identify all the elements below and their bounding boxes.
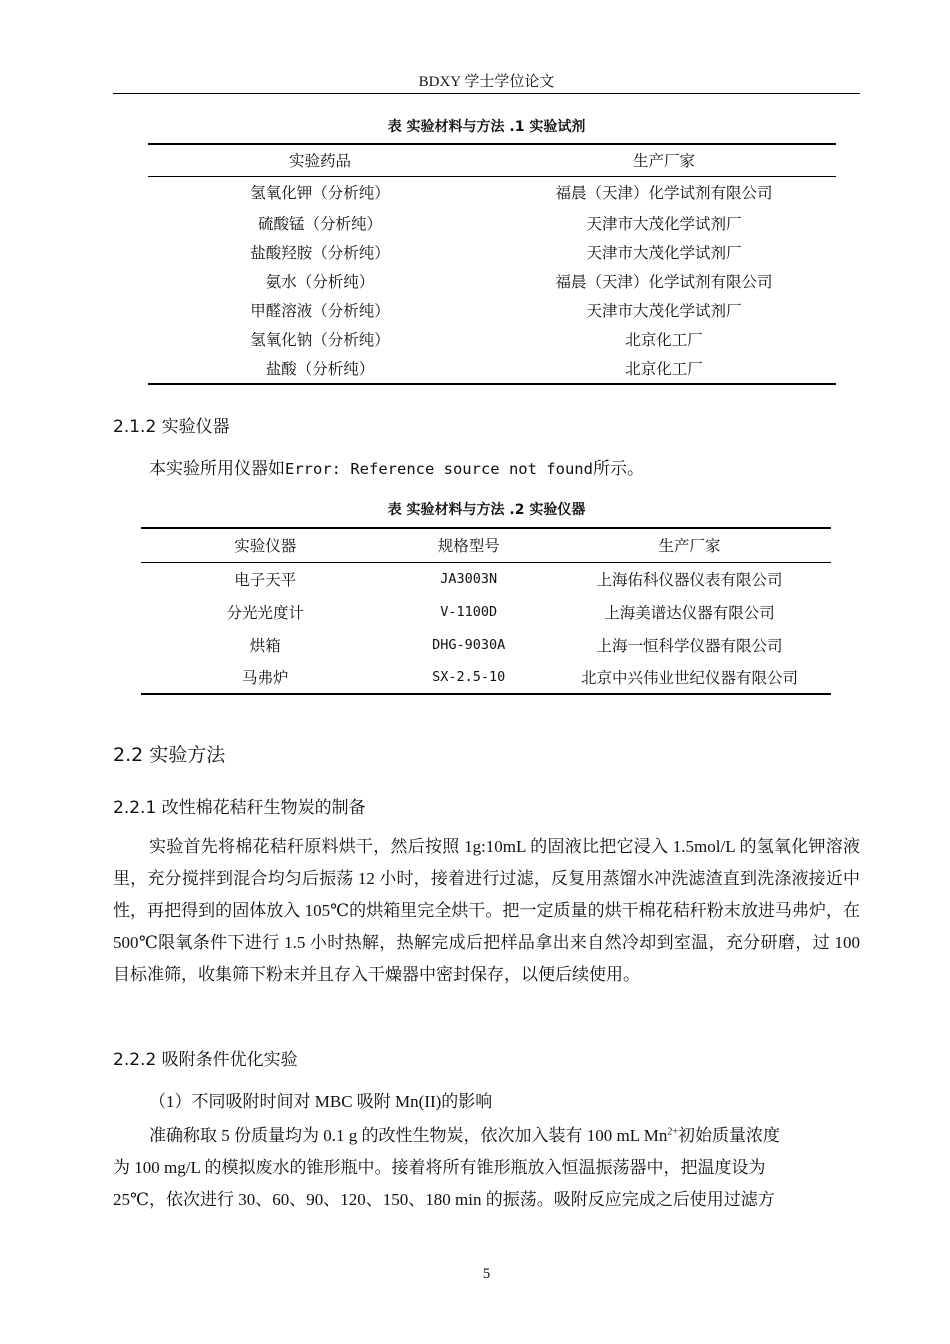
table-cell: 北京化工厂 (625, 361, 703, 378)
reagents-table (148, 143, 836, 385)
table-cell: 北京中兴伟业世纪仪器有限公司 (581, 670, 799, 687)
table-row (148, 266, 836, 295)
broken-reference: Error: Reference source not found (285, 460, 593, 478)
table-cell: 福晨（天津）化学试剂有限公司 (555, 185, 773, 203)
table2-header-instrument: 实验仪器 (234, 538, 297, 556)
instruments-table (141, 527, 831, 695)
method-line-1 (149, 1121, 896, 1146)
section-heading-2-1-2: 2.1.2 实验仪器 (113, 417, 230, 437)
table-cell: 马弗炉 (241, 670, 289, 687)
table-cell: JA3003N (440, 571, 498, 588)
table-cell: DHG-9030A (432, 636, 506, 653)
table-row (148, 324, 836, 353)
ion-charge-superscript: 2+ (667, 1126, 678, 1138)
table-cell: 盐酸羟胺（分析纯） (250, 244, 390, 262)
table1-header-reagent: 实验药品 (288, 153, 351, 171)
reference-text-before: 本实验所用仪器如 (149, 459, 285, 478)
table-cell: 上海美谱达仪器有限公司 (604, 605, 775, 622)
header-rule (113, 93, 860, 94)
preparation-paragraph: 实验首先将棉花秸秆原料烘干，然后按照 1g:10mL 的固液比把它浸入 1.5mol/L 的氢氧化钾溶液里，充分搅拌到混合均匀后振荡 12 小时，接着进行过滤，反复用蒸馏水冲洗滤渣直到洗涤液接近中性，再把得到的固体放入 105℃的烘箱里完全烘干。把一定质量的烘干棉花秸秆粉末放进马弗炉，在 500℃限氧条件下进行 1.5 小时热解，热解完成后把样品拿出来自然冷却到室温，充分研磨，过 100 目标准筛，收集筛下粉末并且存入干燥器中密封保存，以便后续使用。 (113, 837, 860, 984)
table-row (148, 353, 836, 384)
table-cell: 福晨（天津）化学试剂有限公司 (555, 273, 773, 291)
reference-text-after: 所示。 (592, 459, 644, 478)
table2-header-manufacturer: 生产厂家 (658, 538, 721, 556)
method-line-1-tail: 初始质量浓度 (677, 1126, 780, 1145)
table-cell: 天津市大茂化学试剂厂 (586, 244, 742, 262)
page-number: 5 (482, 1266, 491, 1282)
table-cell: 上海佑科仪器仪表有限公司 (596, 572, 783, 590)
method-line-2: 为 100 mg/L 的模拟废水的锥形瓶中。接着将所有锥形瓶放入恒温振荡器中，把温度设为 (113, 1158, 766, 1177)
table-cell: SX-2.5-10 (432, 669, 506, 685)
method-line-1-text: 准确称取 5 份质量均为 0.1 g 的改性生物炭，依次加入装有 100 mL Mn (149, 1126, 668, 1145)
table-row (148, 295, 836, 324)
table-row (148, 176, 836, 208)
table-cell: 分光光度计 (226, 605, 304, 622)
section-heading-2-2-2: 2.2.2 吸附条件优化实验 (113, 1050, 298, 1070)
table2-caption: 表 实验材料与方法 .2 实验仪器 (387, 502, 586, 518)
table1-caption: 表 实验材料与方法 .1 实验试剂 (387, 119, 586, 135)
table-cell: 天津市大茂化学试剂厂 (586, 215, 742, 233)
table-cell: 北京化工厂 (625, 331, 703, 349)
table-cell: 上海一恒科学仪器有限公司 (596, 637, 783, 655)
table-row (141, 562, 831, 596)
page-header: BDXY 学士学位论文 (418, 74, 555, 90)
table-cell: 烘箱 (249, 637, 281, 655)
condition-item-1: （1）不同吸附时间对 MBC 吸附 Mn(II)的影响 (149, 1092, 493, 1111)
table-cell: 氢氧化钠（分析纯） (250, 331, 390, 349)
table-cell: 甲醛溶液（分析纯） (250, 302, 390, 320)
instrument-reference-text (149, 454, 896, 479)
table1-header-manufacturer: 生产厂家 (632, 153, 695, 171)
table-cell: V-1100D (440, 604, 498, 620)
table-row (148, 237, 836, 266)
table-cell: 电子天平 (234, 572, 297, 590)
method-line-3: 25℃，依次进行 30、60、90、120、150、180 min 的振荡。吸附反应完成之后使用过滤方 (113, 1190, 775, 1209)
table-cell: 氨水（分析纯） (265, 273, 375, 291)
table-cell: 盐酸（分析纯） (265, 361, 375, 378)
table-cell: 天津市大茂化学试剂厂 (586, 302, 742, 320)
section-heading-2-2-1: 2.2.1 改性棉花秸秆生物炭的制备 (113, 798, 366, 818)
table-row (141, 628, 831, 661)
table-row (141, 596, 831, 628)
section-heading-2-2: 2.2 实验方法 (113, 744, 226, 766)
table-row (141, 661, 831, 694)
table2-header-model: 规格型号 (437, 538, 500, 556)
table-row (148, 208, 836, 237)
table-cell: 硫酸锰（分析纯） (257, 215, 382, 233)
table-cell: 氢氧化钾（分析纯） (250, 185, 390, 203)
